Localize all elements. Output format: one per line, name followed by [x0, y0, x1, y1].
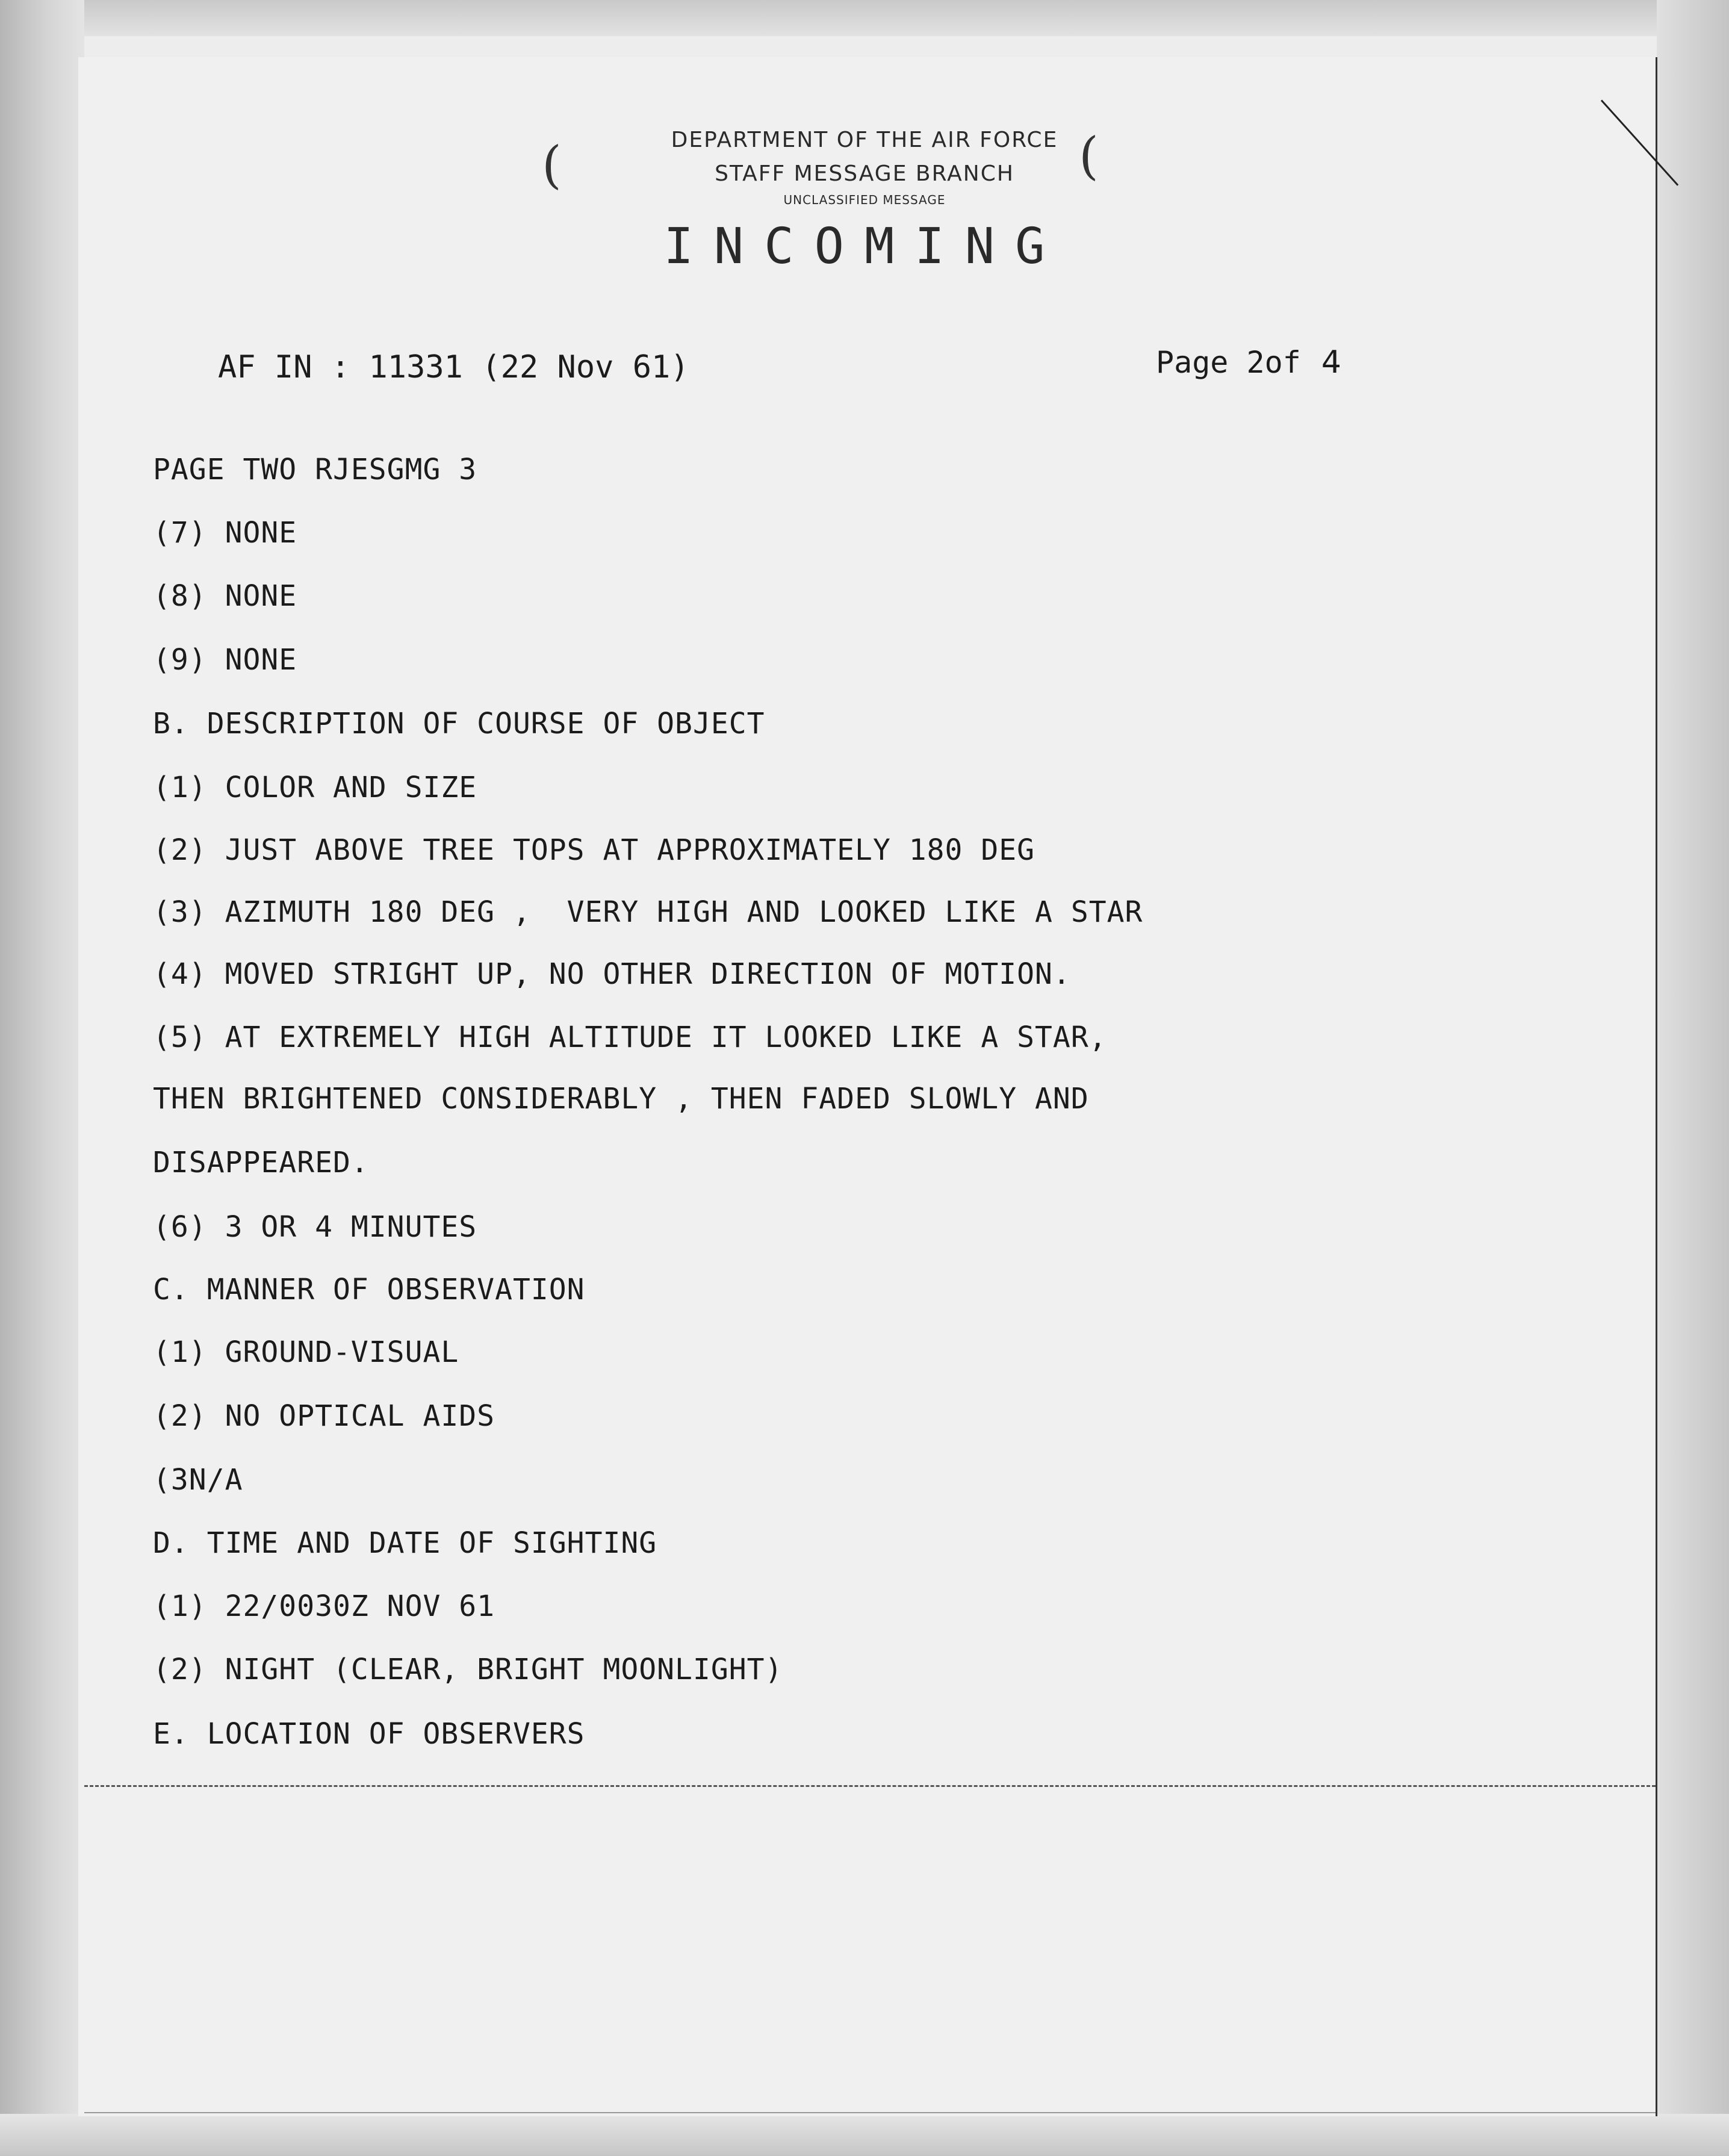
message-line: D. TIME AND DATE OF SIGHTING [153, 1526, 657, 1560]
message-line: THEN BRIGHTENED CONSIDERABLY , THEN FADED SLOWLY AND [153, 1082, 1089, 1116]
scan-border-bottom [0, 2114, 1729, 2156]
message-line: (8) NONE [153, 579, 297, 613]
classification-label: UNCLASSIFIED MESSAGE [783, 193, 946, 207]
message-line: C. MANNER OF OBSERVATION [153, 1273, 585, 1306]
page-label: Page 2of [1156, 345, 1301, 380]
department-heading: DEPARTMENT OF THE AIR FORCE [671, 128, 1058, 152]
message-line: (3) AZIMUTH 180 DEG , VERY HIGH AND LOOKED LIKE A STAR [153, 895, 1143, 929]
message-line: PAGE TWO RJESGMG 3 [153, 453, 477, 486]
page-fold-divider [84, 1785, 1656, 1787]
page-number [1156, 344, 1341, 381]
message-line: (2) NIGHT (CLEAR, BRIGHT MOONLIGHT) [153, 1653, 783, 1686]
message-line: (1) COLOR AND SIZE [153, 771, 477, 804]
message-line: (2) JUST ABOVE TREE TOPS AT APPROXIMATELY 180 DEG [153, 833, 1035, 867]
message-line: (4) MOVED STRIGHT UP, NO OTHER DIRECTION OF MOTION. [153, 957, 1071, 991]
message-line: DISAPPEARED. [153, 1146, 369, 1179]
message-line: E. LOCATION OF OBSERVERS [153, 1717, 585, 1751]
page-total: 4 [1321, 344, 1341, 381]
scan-border-top [0, 0, 1729, 36]
message-line: (7) NONE [153, 516, 297, 550]
message-line: (1) 22/0030Z NOV 61 [153, 1589, 495, 1623]
page-bottom-edge [84, 2112, 1656, 2113]
punch-mark-right: ( [1079, 126, 1099, 185]
message-line: (5) AT EXTREMELY HIGH ALTITUDE IT LOOKED LIKE A STAR, [153, 1021, 1107, 1054]
af-in-reference: AF IN : 11331 (22 Nov 61) [218, 349, 689, 385]
message-line: (2) NO OPTICAL AIDS [153, 1399, 495, 1433]
message-line: (9) NONE [153, 643, 297, 677]
message-line: (1) GROUND-VISUAL [153, 1335, 459, 1369]
scan-border-left [0, 0, 84, 2156]
message-line: (3N/A [153, 1463, 243, 1497]
message-line: B. DESCRIPTION OF COURSE OF OBJECT [153, 707, 765, 741]
scan-border-right [1657, 0, 1729, 2156]
incoming-title: INCOMING [663, 218, 1066, 275]
message-line: (6) 3 OR 4 MINUTES [153, 1210, 477, 1244]
punch-mark-left: ( [542, 135, 562, 194]
branch-heading: STAFF MESSAGE BRANCH [715, 161, 1014, 186]
